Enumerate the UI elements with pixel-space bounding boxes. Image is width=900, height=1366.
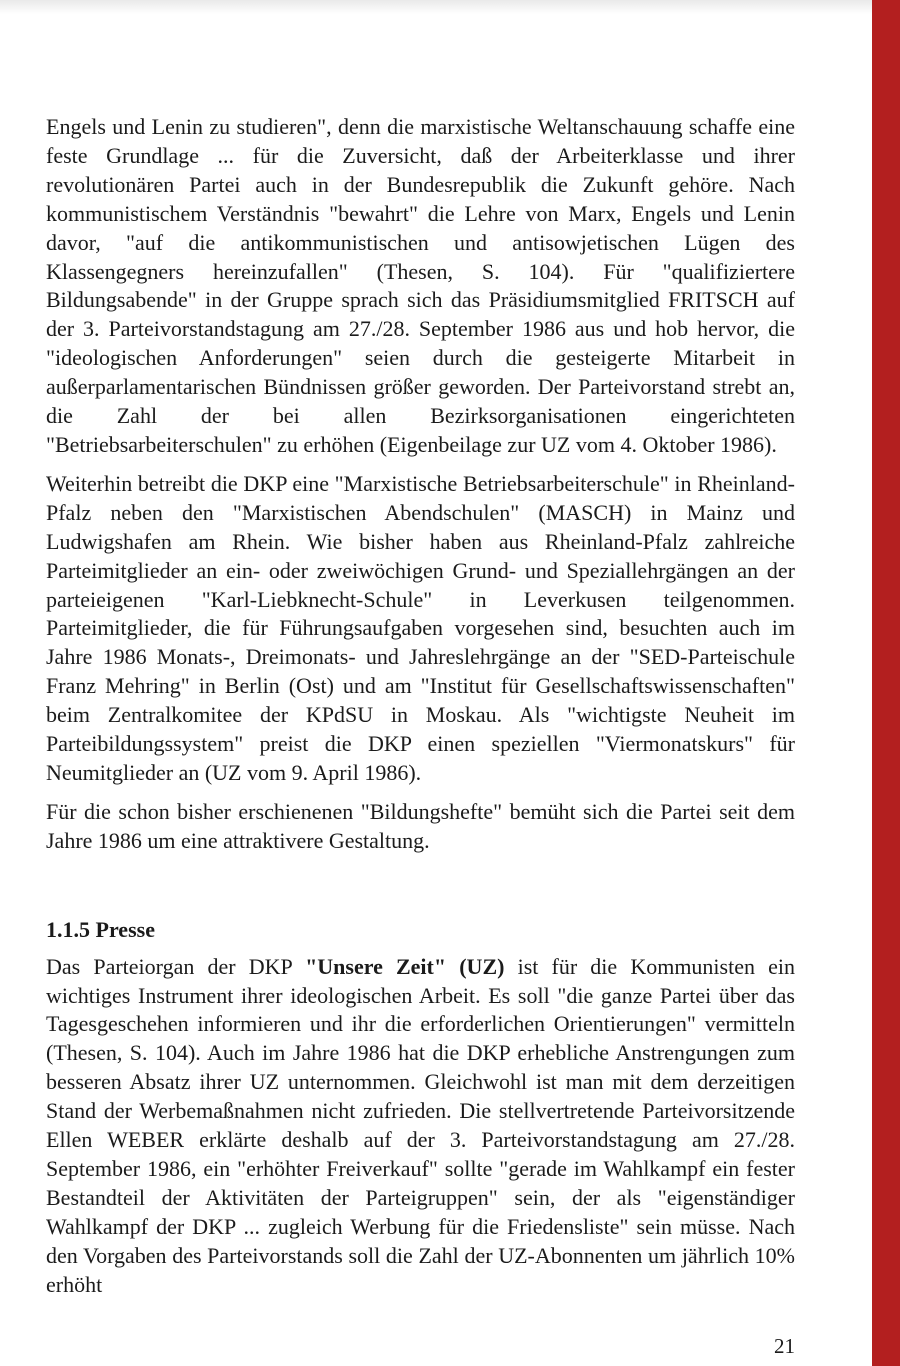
section-heading-presse: 1.1.5 Presse <box>46 916 155 942</box>
press-text-start: Das Parteiorgan der DKP <box>46 953 306 979</box>
paragraph-ideology-study: Engels und Lenin zu studieren", denn die marxistische Weltanschauung schaffe eine feste Grundlage ... für die Zuversicht, daß der Arbeiterklasse und ihrer revolutionären Partei auch in der Bundesrepublik die Zukunft gehöre. Nach kommunistischem Verständnis "bewahrt" die Lehre von Marx, Engels und Lenin davor, "auf die antikommunistischen und antisowjetischen Lügen des Klassengegners hereinzufallen" (Thesen, S. 104). Für "qualifiziertere Bildungsabende" in der Gruppe sprach sich das Präsidiumsmitglied FRITSCH auf der 3. Parteivorstandstagung am 27./28. September 1986 aus und hob hervor, die "ideologischen Anforderungen" seien durch die gesteigerte Mitarbeit in außerparlamentarischen Bündnissen größer geworden. Der Parteivorstand strebt an, die Zahl der bei allen Bezirksorganisationen eingerichteten "Betriebsarbeiterschulen" zu erhöhen (Eigenbeilage zur UZ vom 4. Oktober 1986). <box>46 114 795 457</box>
page-number: 21 <box>774 1334 795 1358</box>
document-body <box>46 113 795 1300</box>
newspaper-title: "Unsere Zeit" (UZ) <box>305 953 505 979</box>
paragraph-education-booklets: Für die schon bisher erschienenen "Bildungshefte" bemüht sich die Partei seit dem Jahre 1986 um eine attraktivere Gestaltung. <box>46 798 795 853</box>
page-top-shadow <box>0 0 872 14</box>
paragraph-press <box>46 953 795 1300</box>
paragraph-party-schools: Weiterhin betreibt die DKP eine "Marxistische Betriebsarbeiterschule" in Rheinland-Pfalz neben den "Marxistischen Abendschulen" (MASCH) in Mainz und Ludwigshafen am Rhein. Wie bisher haben aus Rheinland-Pfalz zahlreiche Parteimitglieder an ein- oder zweiwöchigen Grund- und Speziallehrgängen an der parteieigenen "Karl-Liebknecht-Schule" in Leverkusen teilgenommen. Parteimitglieder, die für Führungsaufgaben vorgesehen sind, besuchten auch im Jahre 1986 Monats-, Dreimonats- und Jahreslehrgänge an der "SED-Parteischule Franz Mehring" in Berlin (Ost) und am "Institut für Gesellschaftswissenschaften" beim Zentralkomitee der KPdSU in Moskau. Als "wichtigste Neuheit im Parteibildungssystem" preist die DKP einen speziellen "Viermonatskurs" für Neumitglieder an (UZ vom 9. April 1986). <box>46 470 795 785</box>
page-edge-red-strip <box>872 0 900 1366</box>
press-text-rest: ist für die Kommunisten ein wichtiges Instrument ihrer ideologischen Arbeit. Es soll "die ganze Partei über das Tagesgeschehen informieren und ihr die erforderlichen Orientierungen" vermitteln (Thesen, S. 104). Auch im Jahre 1986 hat die DKP erhebliche Anstrengungen zum besseren Absatz ihrer UZ unternommen. Gleichwohl ist man mit dem derzeitigen Stand der Werbemaßnahmen nicht zufrieden. Die stellvertretende Parteivorsitzende Ellen WEBER erklärte deshalb auf der 3. Parteivorstandstagung am 27./28. September 1986, ein "erhöhter Freiverkauf" sollte "gerade im Wahlkampf ein fester Bestandteil der Aktivitäten der Parteigruppen" sein, der als "eigenständiger Wahlkampf der DKP ... zugleich Werbung für die Friedensliste" sein müsse. Nach den Vorgaben des Parteivorstands soll die Zahl der UZ-Abonnenten um jährlich 10% erhöht <box>46 953 795 1297</box>
